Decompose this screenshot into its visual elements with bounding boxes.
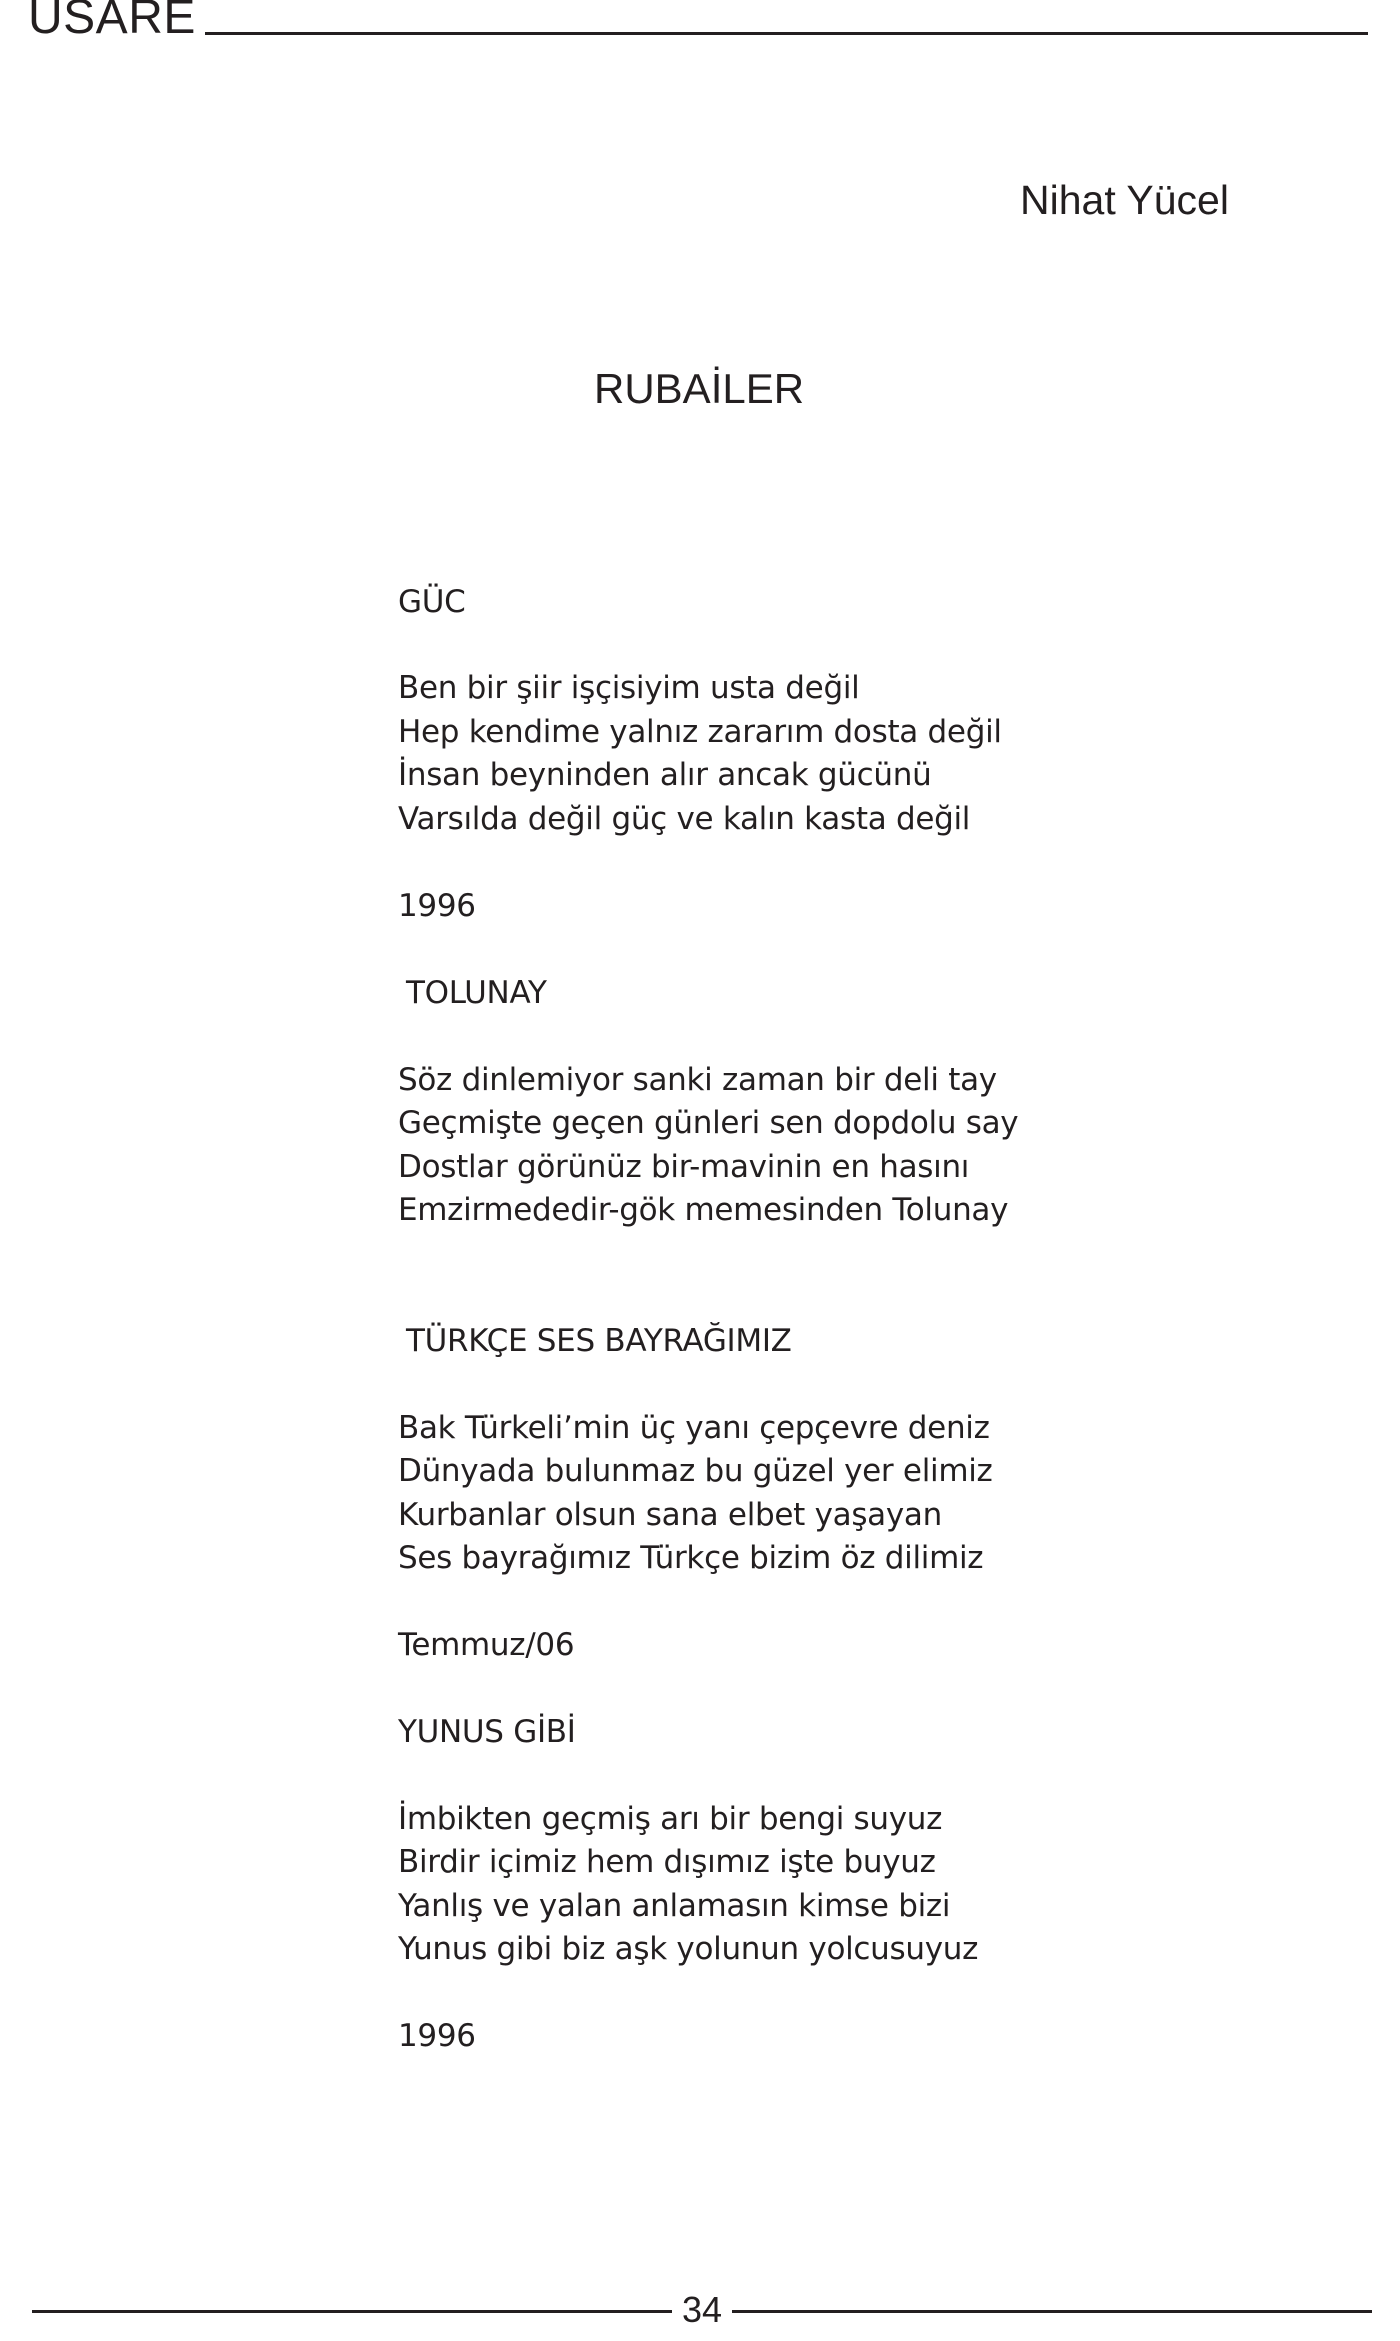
poem-line: Yanlış ve yalan anlamasın kimse bizi (398, 1888, 951, 1924)
poem-line: Ben bir şiir işçisiyim usta değil (398, 670, 860, 706)
poem-line: Dostlar görünüz bir-mavinin en hasını (398, 1149, 970, 1185)
poem-title: YUNUS GİBİ (398, 1714, 576, 1750)
poem-line: Emzirmededir-gök memesinden Tolunay (398, 1192, 1009, 1228)
poem-line: İnsan beyninden alır ancak gücünü (398, 757, 932, 793)
page-number: 34 (681, 2289, 723, 2330)
header-rule (205, 32, 1368, 35)
poem-line: Söz dinlemiyor sanki zaman bir deli tay (398, 1062, 997, 1098)
poem-line: İmbikten geçmiş arı bir bengi suyuz (398, 1801, 943, 1837)
poem-date: 1996 (398, 888, 476, 924)
poem-line: Yunus gibi biz aşk yolunun yolcusuyuz (398, 1931, 979, 1967)
section-title: RUBAİLER (594, 365, 805, 412)
poem-line: Geçmişte geçen günleri sen dopdolu say (398, 1105, 1019, 1141)
poem-line: Kurbanlar olsun sana elbet yaşayan (398, 1497, 942, 1533)
poem-title: TÜRKÇE SES BAYRAĞIMIZ (406, 1323, 792, 1359)
footer-rule-right (732, 2310, 1372, 2313)
poem-line: Birdir içimiz hem dışımız işte buyuz (398, 1844, 936, 1880)
running-head: USARE (28, 0, 196, 44)
poem-line: Varsılda değil güç ve kalın kasta değil (398, 801, 971, 837)
poem-date: Temmuz/06 (398, 1627, 575, 1663)
poem-title: GÜC (398, 584, 466, 620)
poem-line: Hep kendime yalnız zararım dosta değil (398, 714, 1002, 750)
poem-date: 1996 (398, 2018, 476, 2054)
poem-line: Dünyada bulunmaz bu güzel yer elimiz (398, 1453, 993, 1489)
poem-title: TOLUNAY (406, 975, 547, 1011)
poem-line: Ses bayrağımız Türkçe bizim öz dilimiz (398, 1540, 984, 1576)
author-name: Nihat Yücel (1020, 177, 1229, 223)
poem-line: Bak Türkeli’min üç yanı çepçevre deniz (398, 1410, 990, 1446)
footer-rule-left (32, 2310, 672, 2313)
